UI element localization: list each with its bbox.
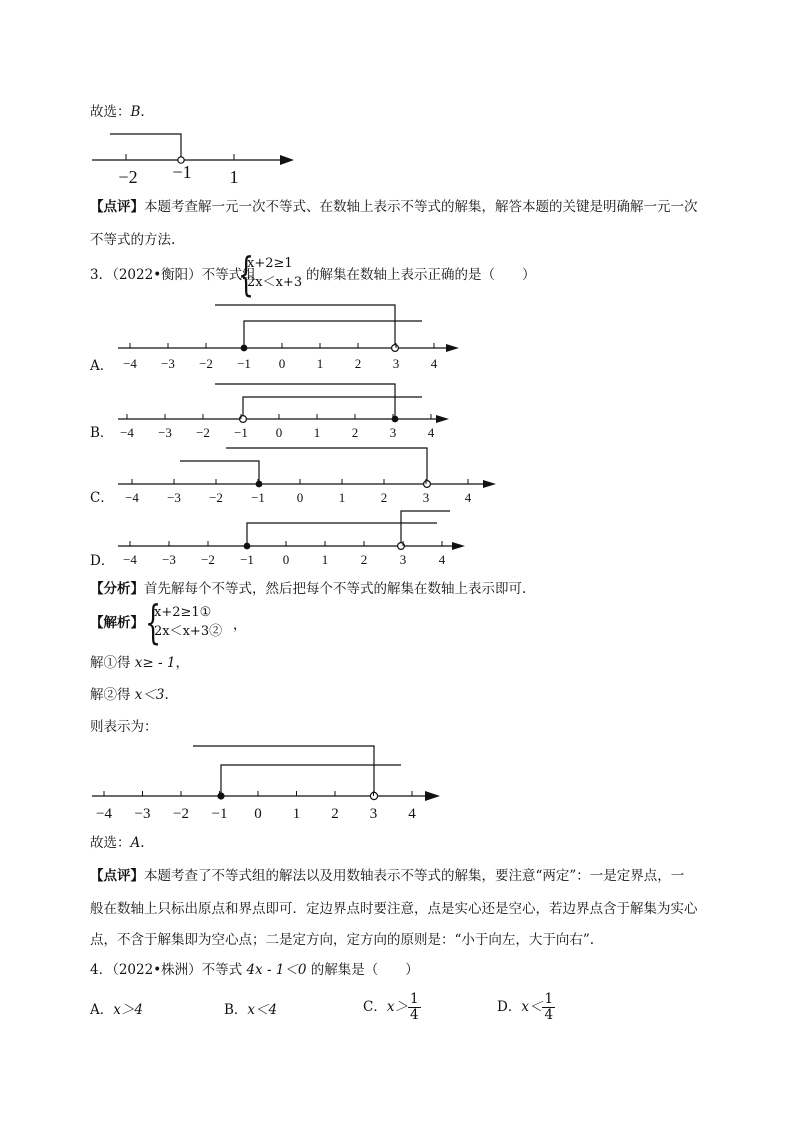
tick-label: 0 <box>254 806 262 822</box>
tick-label: −3 <box>167 490 181 505</box>
tick-label: −2 <box>209 490 223 505</box>
q3-sol-comma: ， <box>233 617 247 633</box>
q4-stem: 4．（2022•株洲）不等式 4x - 1＜0 的解集是（ ） <box>90 962 419 978</box>
tick-label: −3 <box>162 552 176 567</box>
q3-show-text: 则表示为： <box>90 719 158 735</box>
prev-review-line2: 不等式的方法. <box>90 232 176 248</box>
q3-step2: 解②得 x＜3. <box>90 687 169 703</box>
q4-option-b[interactable]: B．x＜4 <box>224 1002 278 1018</box>
tick-label: −4 <box>125 490 139 505</box>
tick-label: −2 <box>199 356 213 371</box>
tick-label: 1 <box>338 490 346 505</box>
tick-label: 4 <box>438 552 446 567</box>
q3-review-3: 点，不含于解集即为空心点；二是定方向，定方向的原则是：“小于向左，大于向右”. <box>90 932 595 948</box>
tick-label: 2 <box>351 425 359 440</box>
q3-brace: { <box>238 247 255 301</box>
numline-c <box>118 448 496 505</box>
tick-label: −1 <box>234 425 248 440</box>
q3-solution-tag: 【解析】 <box>90 615 144 631</box>
q4-option-a[interactable]: A．x＞4 <box>90 1002 143 1018</box>
tick-label: −4 <box>120 425 134 440</box>
option-d-label: D． <box>90 553 115 569</box>
prev-review-line1: 【点评】本题考查解一元一次不等式、在数轴上表示不等式的解集，解答本题的关键是明确解一元一次 <box>90 199 698 215</box>
top-tick-1: 1 <box>229 167 239 187</box>
q3-step1: 解①得 x≥ - 1， <box>90 655 189 671</box>
tick-label: 1 <box>313 425 321 440</box>
q3-review-2: 般在数轴上只标出原点和界点即可．定边界点时要注意，点是实心还是空心，若边界点含于解集为实心 <box>90 901 698 917</box>
numline-d <box>118 511 465 567</box>
tick-label: −3 <box>161 356 175 371</box>
top-tick-neg2: −2 <box>118 167 138 187</box>
tick-label: −3 <box>134 806 151 822</box>
top-tick-neg1: −1 <box>172 162 192 182</box>
tick-label: 4 <box>464 490 472 505</box>
tick-label: 4 <box>427 425 435 440</box>
tick-label: −2 <box>173 806 189 822</box>
q3-analysis: 【分析】首先解每个不等式，然后把每个不等式的解集在数轴上表示即可. <box>90 581 527 597</box>
tick-label: −4 <box>96 806 112 822</box>
tick-label: 0 <box>278 356 286 371</box>
q3-sol-system: x+2≥1① 2x＜x+3② <box>154 605 223 639</box>
tick-label: 3 <box>389 425 397 440</box>
tick-label: 1 <box>321 552 329 567</box>
q3-system: x+2≥1 2x＜x+3 <box>247 256 303 290</box>
tick-label: 2 <box>354 356 362 371</box>
option-b-label: B． <box>90 425 114 441</box>
q3-prefix: 3．（2022•衡阳）不等式组 <box>90 267 256 283</box>
tick-label: −1 <box>237 356 251 371</box>
tick-label: 4 <box>430 356 438 371</box>
tick-label: −2 <box>196 425 210 440</box>
numline-b <box>118 384 449 440</box>
tick-label: 1 <box>316 356 324 371</box>
tick-label: −4 <box>123 552 137 567</box>
tick-label: 0 <box>296 490 304 505</box>
tick-label: 3 <box>422 490 430 505</box>
tick-label: 2 <box>331 806 339 822</box>
q3-review-1: 【点评】本题考查了不等式组的解法以及用数轴表示不等式的解集，要注意“两定”：一是定界点，一 <box>90 868 685 884</box>
tick-label: 2 <box>380 490 388 505</box>
prev-answer: 故选：B. <box>90 104 145 120</box>
tick-label: −2 <box>201 552 215 567</box>
tick-label: 0 <box>282 552 290 567</box>
tick-label: 3 <box>399 552 407 567</box>
tick-label: 0 <box>275 425 283 440</box>
tick-label: −1 <box>251 490 265 505</box>
numline-solution <box>92 746 440 822</box>
tick-label: −3 <box>158 425 172 440</box>
q3-sol-brace: { <box>145 595 162 649</box>
tick-label: 4 <box>408 806 416 822</box>
tick-label: −1 <box>211 806 228 822</box>
q4-option-d[interactable]: D．x＜ $\frac{1}{4}$ <box>497 991 554 1023</box>
numline-a <box>118 305 459 371</box>
tick-label: 1 <box>292 806 301 822</box>
q3-answer: 故选：A. <box>90 835 145 851</box>
tick-label: 3 <box>392 356 400 371</box>
tick-label: 3 <box>369 806 378 822</box>
tick-label: −1 <box>240 552 254 567</box>
option-c-label: C． <box>90 490 114 506</box>
option-a-label: A． <box>90 358 114 374</box>
tick-label: 2 <box>360 552 368 567</box>
q4-option-c[interactable]: C．x＞ $\frac{1}{4}$ <box>363 991 419 1023</box>
tick-label: −4 <box>123 356 137 371</box>
q3-suffix: 的解集在数轴上表示正确的是（ ） <box>306 267 536 283</box>
